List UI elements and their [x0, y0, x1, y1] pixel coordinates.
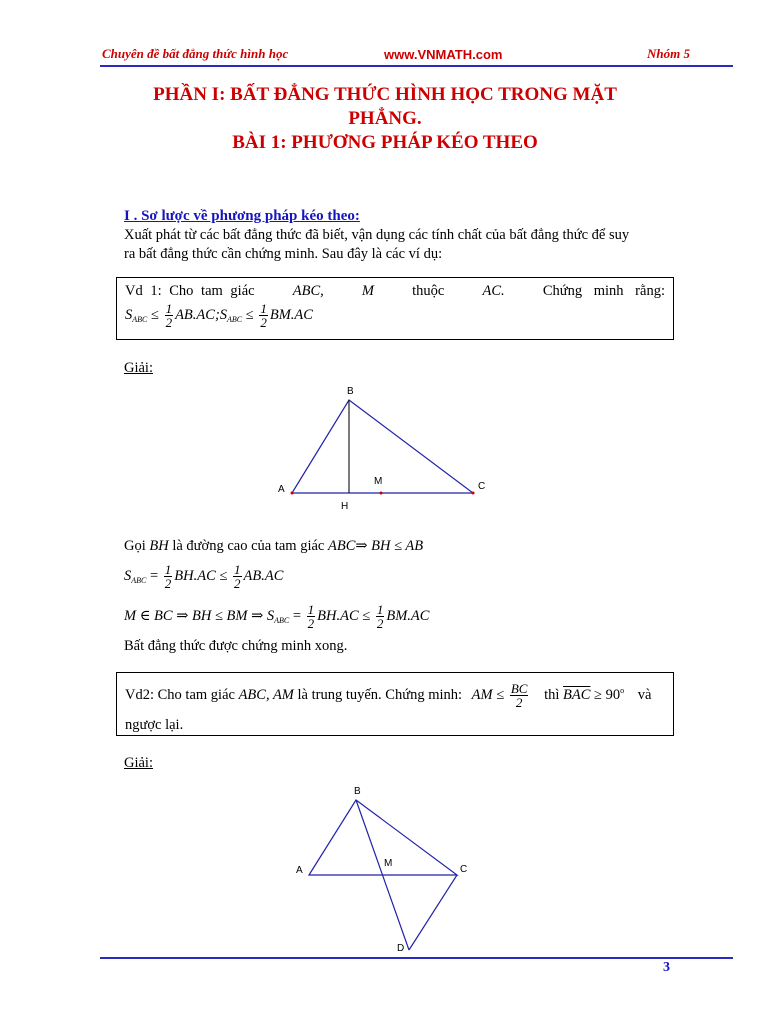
sol1-s: S	[124, 567, 132, 584]
fig2-label-b: B	[354, 786, 361, 797]
fraction-num-2: 1	[260, 301, 267, 316]
page-number: 3	[663, 960, 670, 975]
example-2-frac	[510, 682, 529, 709]
sol1-line3-b: BM.AC	[386, 607, 430, 624]
sol1-frac-2	[233, 563, 242, 590]
fraction-den: 2	[165, 315, 173, 330]
example-2-statement	[125, 682, 667, 709]
footer-divider	[100, 957, 733, 959]
sol1-frac-num-4: 1	[376, 602, 384, 617]
sol1-frac-num: 1	[164, 562, 172, 577]
sol1-frac-den-2: 2	[234, 576, 241, 591]
example-1-abc: ABC,	[292, 283, 324, 299]
label-a: A	[278, 484, 285, 495]
formula-part-1: AB.AC;	[175, 306, 220, 323]
sol1-frac-1	[164, 563, 173, 590]
example-2-mid: là trung tuyến. Chứng minh:	[297, 686, 463, 703]
example-1-ac: AC.	[482, 283, 505, 299]
header-group-label: Nhóm 5	[647, 46, 690, 61]
example-1-formula	[125, 302, 313, 329]
example-2-va: và	[637, 686, 652, 703]
example-2-angle: $\overline{BAC}$	[563, 686, 591, 703]
sol1-frac-4	[376, 603, 385, 630]
example-1-statement	[125, 283, 665, 300]
sol1-line2-a: BH.AC ≤	[174, 567, 228, 584]
solution-1-line-3	[124, 603, 429, 630]
header-divider	[100, 65, 733, 67]
point-m	[380, 492, 383, 495]
title-line-2: PHẲNG.	[348, 108, 422, 129]
triangle-abc-2	[309, 800, 457, 875]
fig2-label-a: A	[296, 865, 303, 876]
point-a	[291, 492, 294, 495]
fraction-half	[165, 302, 174, 329]
label-c: C	[478, 481, 486, 492]
sol1-line2-b: AB.AC	[243, 567, 284, 584]
example-2-frac-num: BC	[510, 681, 528, 696]
fraction-num: 1	[165, 301, 173, 316]
fig2-label-m: M	[384, 858, 393, 869]
formula-sub-2: ABC	[227, 314, 243, 324]
sol1-frac-num-2: 1	[234, 562, 241, 577]
triangle-abc	[292, 400, 473, 493]
example-1-m: M	[361, 283, 374, 299]
example-2-thi: thì	[544, 686, 560, 703]
sol1-frac-den-4: 2	[376, 616, 384, 631]
example-2-line-2: ngược lại.	[125, 717, 184, 733]
formula-le: ≤	[150, 306, 159, 323]
sol1-frac-den: 2	[164, 576, 172, 591]
sol1-line3-pre: M ∈ BC ⇒ BH ≤ BM ⇒ S	[124, 607, 275, 624]
fraction-den-2: 2	[260, 315, 267, 330]
fraction-half-2	[259, 302, 268, 329]
triangle-figure-2	[290, 780, 480, 955]
solution-1-heading: Giải:	[124, 360, 153, 376]
formula-le-2: ≤	[245, 306, 254, 323]
example-2-box	[116, 672, 674, 736]
point-c	[472, 492, 475, 495]
title-line-3: BÀI 1: PHƯƠNG PHÁP KÉO THEO	[232, 132, 538, 153]
solution-2-heading: Giải:	[124, 755, 153, 771]
example-2-label: Vd2: Cho tam giác	[125, 686, 235, 703]
example-2-ge: ≥ 90	[594, 686, 621, 703]
triangle-figure-1	[270, 380, 500, 515]
example-2-abc: ABC, AM	[238, 686, 294, 703]
example-2-deg: o	[620, 686, 625, 695]
sol1-bh: BH	[149, 538, 169, 554]
title-line-1: PHẦN I: BẤT ĐẲNG THỨC HÌNH HỌC TRONG MẶT	[153, 84, 617, 105]
formula-sub: ABC	[132, 314, 148, 324]
solution-1-line-1	[124, 538, 423, 555]
example-1-label: Vd 1: Cho tam giác	[125, 283, 255, 299]
example-1-thuoc: thuộc	[412, 283, 445, 299]
sol1-eq: =	[149, 567, 159, 584]
example-1-prove: Chứng minh rằng:	[542, 283, 665, 299]
fig2-label-d: D	[397, 943, 405, 954]
label-h: H	[341, 501, 349, 512]
header-website-link[interactable]: www.VNMATH.com	[384, 47, 503, 62]
sol1-line3-eq: =	[292, 607, 302, 624]
sol1-frac-3	[307, 603, 316, 630]
intro-paragraph-line-2: ra bất đẳng thức cần chứng minh. Sau đây là các ví dụ:	[124, 246, 443, 262]
sol1-expr: ABC⇒ BH ≤ AB	[327, 538, 424, 554]
sol1-line3-sub: ABC	[274, 615, 290, 625]
example-1-box	[116, 277, 674, 340]
sol1-sub: ABC	[131, 575, 147, 585]
solution-1-conclusion: Bất đẳng thức được chứng minh xong.	[124, 638, 348, 654]
solution-1-line-2	[124, 563, 283, 590]
formula-s-2: S	[219, 306, 228, 323]
formula-s: S	[125, 306, 133, 323]
sol1-gọi: Gọi	[124, 538, 146, 554]
segment-dc	[409, 875, 457, 950]
header-left-text: Chuyên đề bất đẳng thức hình học	[102, 46, 289, 61]
example-2-frac-den: 2	[515, 695, 523, 710]
sol1-mid: là đường cao của tam giác	[172, 538, 325, 554]
example-2-am: AM ≤	[471, 686, 505, 703]
fig2-label-c: C	[460, 864, 468, 875]
sol1-frac-num-3: 1	[307, 602, 315, 617]
intro-paragraph-line-1: Xuất phát từ các bất đẳng thức đã biết, vận dụng các tính chất của bất đẳng thức để suy	[124, 227, 630, 243]
sol1-line3-a: BH.AC ≤	[317, 607, 371, 624]
sol1-frac-den-3: 2	[307, 616, 315, 631]
formula-part-2: BM.AC	[269, 306, 313, 323]
section-heading: I . Sơ lược về phương pháp kéo theo:	[124, 208, 360, 224]
label-m: M	[374, 476, 383, 487]
label-b: B	[347, 386, 354, 397]
